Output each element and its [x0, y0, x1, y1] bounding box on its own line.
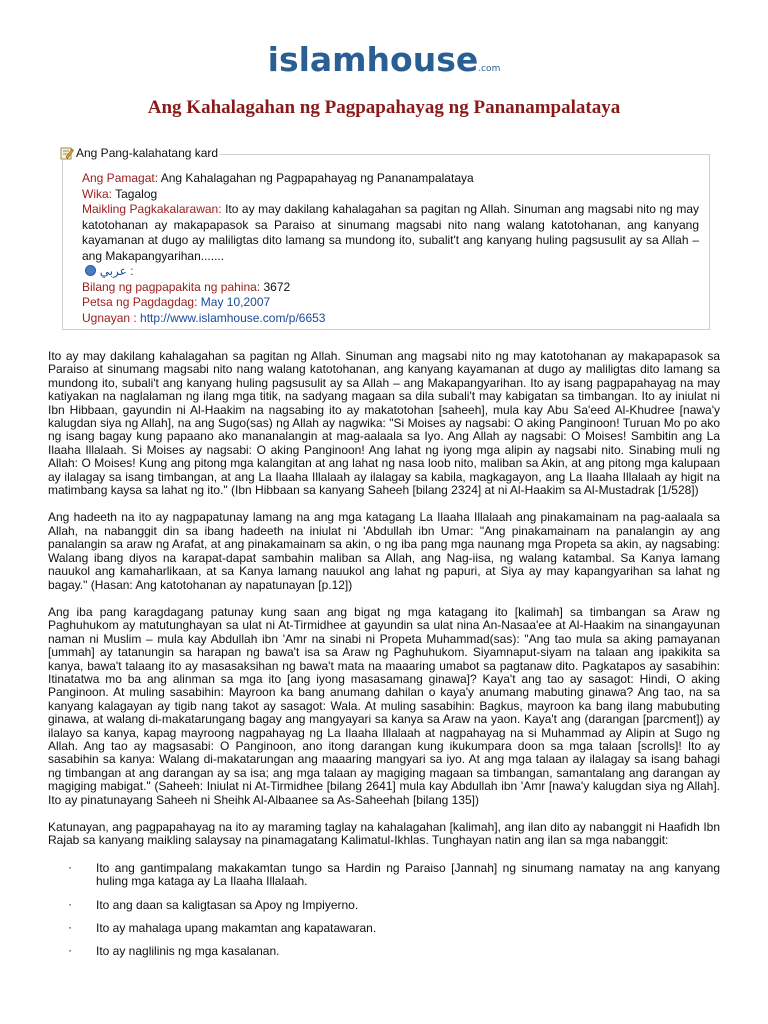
- list-item-text: Ito ay mahalaga upang makamtan ang kapatawaran.: [96, 921, 377, 936]
- list-item-text: Ito ang gantimpalang makakamtan tungo sa Hardin ng Paraiso [Jannah] ng sinumang namatay na ang kanyang huling mga kataga ay La Ilaaha Illalaah.: [96, 860, 720, 889]
- page-title: Ang Kahalagahan ng Pagpapahayag ng Pananampalataya: [147, 97, 621, 118]
- wika-value: Tagalog: [115, 186, 158, 201]
- bullet-icon: ·: [68, 859, 72, 874]
- pamagat-label: Ang Pamagat:: [82, 171, 159, 185]
- paragraph: Katunayan, ang pagpapahayag na ito ay maraming taglay na kahalagahan [kalimah], ang ilan dito ay nabanggit ni Haafidh Ibn Rajab sa kanyang maikling salaysay na pinamagatang Kalimatul-Ikhlas. Tunghayan natin ang ilan sa mga nabanggit:: [48, 820, 720, 848]
- card-row-wika: [82, 187, 699, 203]
- bullet-icon: ·: [68, 896, 72, 911]
- benefits-list: [48, 859, 720, 959]
- buod-value: Ito ay may dakilang kahalagahan sa pagitan ng Allah. Sinuman ang magsabi nito ng may katotohanan ay makapapasok sa Paraiso at sinumang magsabi nito nang walang katotohanan, ang kanyang kayamanan at dugo ay maliligtas dito lamang sa mundong ito, subalit't ang kanyang huling pagsusulit ay sa Allah – ang Makapangyarihan.......: [82, 202, 699, 263]
- logo-domain: .com: [478, 64, 501, 74]
- card-body: [82, 171, 699, 326]
- bullet-icon: ·: [68, 920, 72, 935]
- bilang-value: 3672: [263, 279, 291, 294]
- card-row-bilang: [82, 280, 699, 296]
- bilang-label: Bilang ng pagpapakita ng pahina:: [82, 279, 261, 294]
- globe-icon: [85, 265, 96, 276]
- card-row-ugnayan[interactable]: [82, 311, 699, 327]
- card-legend: [58, 146, 220, 160]
- paragraph: Ito ay may dakilang kahalagahan sa pagitan ng Allah. Sinuman ang magsabi nito ng may katotohanan ay makapapasok sa Paraiso at sinumang magsabi nito nang walang katotohanan, ang kanyang kayamanan at dugo ay maliligtas dito lamang sa mundong ito, subali't ang kanyang huling pagsusulit ay sa Allah – ang Makapangyarihan. Ito ay isang pagpapahayag na may katiyakan na naglalaman ng ilang mga titik, na sadyang magaan sa dila subali't may kabigatan sa timbangan. Ito ay iniulat ni Ibn Hibbaan, gayundin ni Al-Haakim na nagsabing ito ay makatotohan [saheeh], mula kay Abu Sa'eed Al-Khudree [nawa'y kalugdan siya ng Allah], na ang Sugo(sas) ng Allah ay nagwika: "Si Moises ay nagsabi: O aking Panginoon! Turuan Mo po ako ng isang bagay kung papaano ako mananalangin at mag-aalaala sa Iyo. Ang Allah ay nagsabi: O Moises! Sambitin ang La Ilaaha Illalaah. Si Moises ay nagsabi: O aking Panginoon! Ang lahat ng iyong mga alipin ay nagsabi nito. Sinabing muli ng Allah: O Moises! Kung ang pitong mga kalangitan at ang lahat ng nasa loob nito, maliban sa Akin, at ang pitong mga kalupaan ay ilalagay sa isang timbangan, at ang La Ilaaha Illalaah ay ilalagay sa kabila, magkagayon, ang La Ilaaha Illalaah ay higit na matimbang kaysa sa lahat ng ito." (Ibn Hibbaan sa kanyang Saheeh [bilang 2324] at ni Al-Haakim sa Al-Mustadrak [1/528]): [48, 349, 720, 498]
- card-legend-text: Ang Pang-kalahatang kard: [76, 146, 219, 160]
- list-item-text: Ito ay naglilinis ng mga kasalanan.: [96, 944, 280, 959]
- islamhouse-logo[interactable]: [0, 40, 768, 80]
- petsa-label: Petsa ng Pagdagdag:: [82, 295, 198, 309]
- logo-text: islamhouse: [267, 40, 479, 79]
- arabic-link[interactable]: عربي :: [99, 264, 134, 278]
- list-item: [48, 859, 720, 889]
- ugnayan-label: Ugnayan :: [82, 310, 137, 325]
- paragraph: Ang iba pang karagdagang patunay kung saan ang bigat ng mga katagang ito [kalimah] sa timbangan sa Araw ng Paghuhukom ay matutunghayan sa ulat ni At-Tirmidhee at gayundin sa ulat nina An-Nasaa'ee at Al-Haakim na sinangayunan naman ni Muslim – mula kay Abdullah ibn 'Amr na sinabi ni Propeta Muhammad(sas): "Ang tao mula sa aking pamayanan [ummah] ay tatanungin sa harapan ng bawa't isa sa Araw ng Paghuhukom. Siyamnaput-siyam na talaan ang ipakikita sa kanya, bawa't talaang ito ay masasaksihan ng bawa't mata na maaaring umabot sa pagtanaw dito. Pagkatapos ay sasabihin: Itinatatwa mo ba ang alinman sa mga ito [ang iyong masasamang ginawa]? Kaya't ang tao ay sasagot: Hindi, O aking Panginoon. At muling sasabihin: Mayroon ka bang anumang dahilan o kaya'y anumang mabuting ginawa? Ang tao, na sa kanyang kalagayan ay tigib nang takot ay sasagot: Wala. At muling sasabihin: Bagkus, mayroon ka bang ilang mabubuting ginawa, at walang di-makatarungang bagay ang mangyayari sa kanya sa Araw na yaon. Kaya't ang (darangan [parcment]) ay ilalayo sa kanya, kapag mayroong nagpahayag ng La Ilaaha Illalaah at nagpahayag na si Muhammad ay Alipin at Sugo ng Allah. Ang tao ay magsasabi: O Panginoon, ano itong darangan kung ikukumpara doon sa mga talaan [scrolls]! Ito ay sasabihin sa kanya: Walang di-makatarungan ang maaaring mangyari sa iyo. At ang mga talaan ay ilalagay sa isang bahagi ng timbangan at ang darangan ay sa isa; ang mga talaan ay magiging magaan sa timbangan, samantalang ang darangan ay magiging mabigat." (Saheeh: Iniulat ni At-Tirmidhee [bilang 2641] mula kay Abdullah ibn 'Amr [nawa'y kalugdan siya ng Allah]. Ito ay pinatunayang Saheeh ni Sheihk Al-Albaanee sa As-Saheehah [bilang 135]): [48, 604, 720, 807]
- buod-label: Maikling Pagkakalarawan:: [82, 202, 222, 216]
- card-row-pamagat: [82, 171, 699, 187]
- card-row-petsa: [82, 295, 699, 311]
- list-item: [48, 922, 720, 935]
- list-item: [48, 896, 720, 912]
- card-row-buod: [82, 202, 699, 264]
- wika-label: Wika:: [82, 186, 112, 201]
- card-edit-icon: [60, 146, 74, 160]
- pamagat-value: Ang Kahalagahan ng Pagpapahayag ng Pananampalataya: [160, 171, 474, 185]
- card-row-arabic[interactable]: [82, 264, 699, 280]
- article-body: [48, 350, 720, 969]
- list-item-text: Ito ang daan sa kaligtasan sa Apoy ng Impiyerno.: [96, 897, 359, 912]
- bullet-icon: ·: [68, 943, 72, 958]
- petsa-value: May 10,2007: [200, 295, 271, 309]
- paragraph: Ang hadeeth na ito ay nagpapatunay lamang na ang mga katagang La Ilaaha Illalaah ang pinakamainam na pag-aalaala sa Allah, na nabanggit din sa ibang hadeeth na iniulat ni 'Abdullah ibn Umar: "Ang pinakamainam na panalangin ay ang panalangin sa araw ng Arafat, at ang pinakamainam sa akin, o ng iba pang mga naunang mga Propeta sa akin, ay nagsabing: Walang ibang diyos na karapat-dapat sambahin maliban sa Allah, ang Nag-iisa, ng walang katambal. Sa Kanya lamang nauukol ang kamaharlikaan, at sa Kanya lamang nauukol ang lahat ng papuri, at Siya ay may kapangyarihan sa lahat ng bagay." (Hasan: Ang katotohanan ay napatunayan [p.12]): [48, 510, 720, 592]
- ugnayan-link[interactable]: http://www.islamhouse.com/p/6653: [140, 310, 326, 325]
- list-item: [48, 945, 720, 958]
